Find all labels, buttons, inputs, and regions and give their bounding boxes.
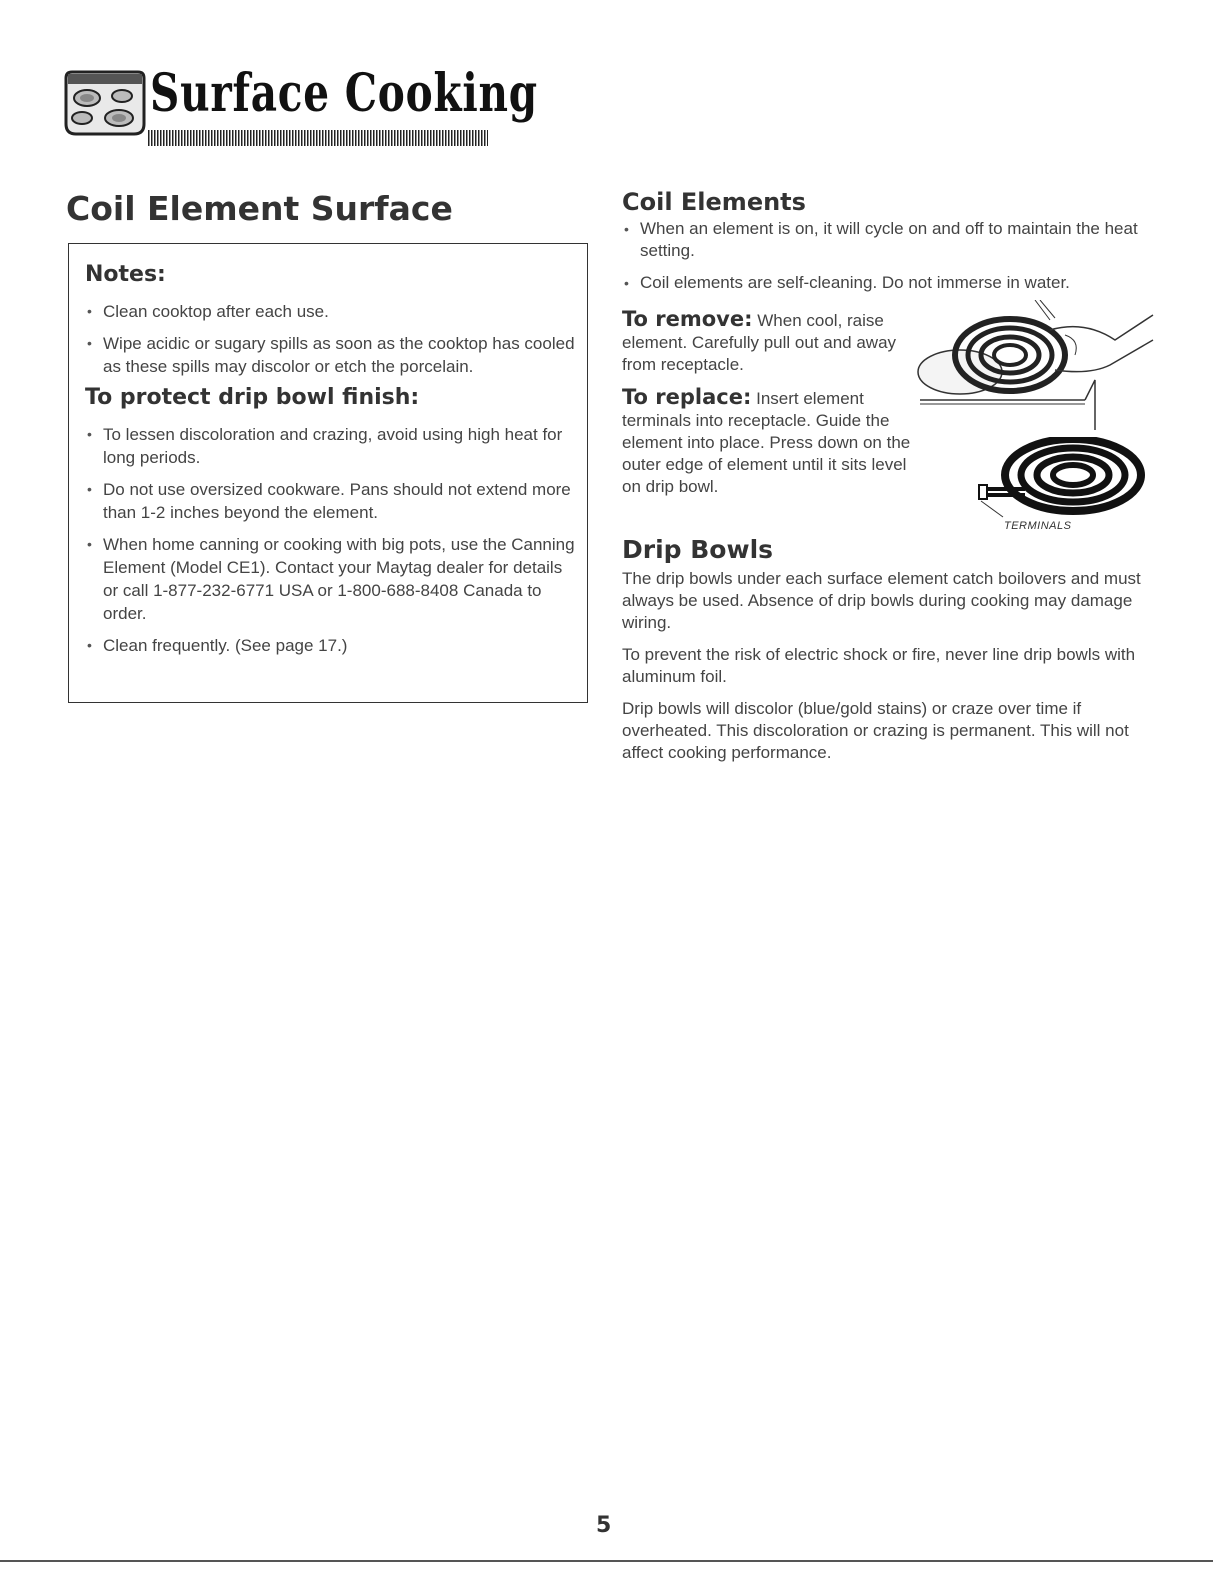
- terminals-label: TERMINALS: [1004, 520, 1072, 532]
- replace-text: Insert element terminals into receptacle. Guide the element into place. Press down on the outer edge of element until it sits level on drip bowl.: [622, 389, 911, 496]
- paragraph: Drip bowls will discolor (blue/gold stains) or craze over time if overheated. This discoloration or crazing is permanent. This will not affect cooking performance.: [622, 699, 1129, 762]
- notes-box: [68, 243, 588, 703]
- drip-bowl-finish-heading: To protect drip bowl finish:: [85, 385, 420, 410]
- notes-heading: Notes:: [85, 262, 166, 287]
- bottom-divider: [0, 1560, 1213, 1562]
- page-title: Surface Cooking: [150, 63, 538, 124]
- remove-text: When cool, raise element. Carefully pull out and away from receptacle.: [622, 311, 897, 374]
- notes-list: [85, 300, 575, 378]
- list-item: • When home canning or cooking with big pots, use the Canning Element (Model CE1). Contact your Maytag dealer for details or call 1-877-232-6771 USA or 1-800-688-8408 Canada to order.: [85, 533, 575, 625]
- list-item: • To lessen discoloration and crazing, avoid using high heat for long periods.: [85, 423, 575, 469]
- paragraph: The drip bowls under each surface element catch boilovers and must always be used. Absence of drip bowls during cooking may damage wiring.: [622, 569, 1141, 632]
- replace-label: To replace:: [622, 385, 752, 409]
- list-item: • Do not use oversized cookware. Pans should not extend more than 1-2 inches beyond the element.: [85, 478, 575, 524]
- header-underline: [148, 130, 488, 146]
- drip-bowls-body: [622, 568, 1152, 774]
- drip-bowl-finish-list: [85, 423, 575, 657]
- list-item: • Wipe acidic or sugary spills as soon as the cooktop has cooled as these spills may discolor or etch the porcelain.: [85, 332, 575, 378]
- cooktop-icon: [62, 68, 148, 138]
- coil-elements-list: [622, 218, 1152, 304]
- paragraph: To prevent the risk of electric shock or fire, never line drip bowls with aluminum foil.: [622, 645, 1136, 686]
- section-heading-coil-element-surface: Coil Element Surface: [66, 189, 453, 228]
- coil-removal-illustration: [915, 300, 1155, 430]
- list-item: • Clean cooktop after each use.: [85, 300, 575, 323]
- replace-instructions: [622, 386, 922, 498]
- remove-label: To remove:: [622, 307, 753, 331]
- list-item: • Clean frequently. (See page 17.): [85, 634, 575, 657]
- remove-instructions: [622, 308, 922, 376]
- page-number: 5: [596, 1513, 612, 1538]
- list-item: • Coil elements are self-cleaning. Do not immerse in water.: [622, 272, 1152, 294]
- list-item: • When an element is on, it will cycle on and off to maintain the heat setting.: [622, 218, 1152, 262]
- coil-element-illustration: [975, 437, 1145, 519]
- section-heading-drip-bowls: Drip Bowls: [622, 535, 774, 564]
- section-heading-coil-elements: Coil Elements: [622, 188, 806, 216]
